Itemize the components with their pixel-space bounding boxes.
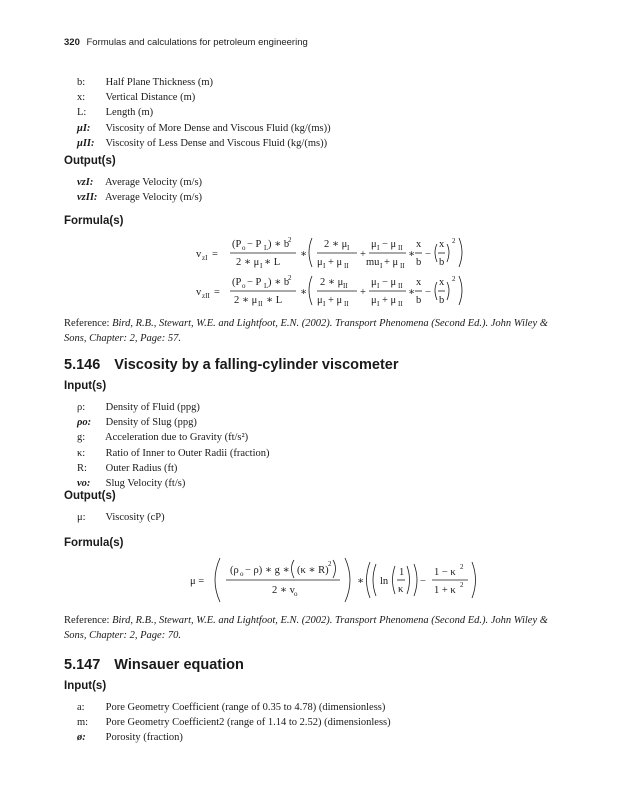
list-item: vzI: Average Velocity (m/s) xyxy=(77,177,203,188)
svg-text:κ: κ xyxy=(398,584,404,595)
svg-text:2 ∗ μ: 2 ∗ μ xyxy=(320,277,344,288)
outputs-heading: Output(s) xyxy=(64,490,116,502)
svg-text:2: 2 xyxy=(460,581,464,589)
svg-text:− μ: − μ xyxy=(382,239,397,250)
svg-text:zII: zII xyxy=(202,292,210,300)
output-list-5-146 xyxy=(77,510,165,525)
svg-text:∗: ∗ xyxy=(300,287,308,298)
svg-text:I: I xyxy=(323,300,326,308)
svg-text:mu: mu xyxy=(366,257,380,268)
input-list-5-147 xyxy=(77,700,391,746)
svg-text:I: I xyxy=(377,300,380,308)
svg-text:II: II xyxy=(398,282,403,290)
svg-text:II: II xyxy=(258,300,263,308)
svg-text:II: II xyxy=(398,244,403,252)
running-title: Formulas and calculations for petroleum engineering xyxy=(86,37,308,48)
svg-text:2: 2 xyxy=(288,236,292,244)
svg-text:2: 2 xyxy=(288,274,292,282)
svg-text:2 ∗ v: 2 ∗ v xyxy=(272,585,295,596)
svg-text:∗ L: ∗ L xyxy=(264,257,281,268)
input-list-5-146 xyxy=(77,400,270,491)
formula-mu xyxy=(190,556,464,607)
formula-vzII xyxy=(196,270,456,311)
svg-text:1 + κ: 1 + κ xyxy=(434,585,456,596)
svg-text:μ: μ xyxy=(317,257,323,268)
svg-text:−: − xyxy=(425,287,431,298)
svg-text:+: + xyxy=(360,249,366,260)
list-item: b: Half Plane Thickness (m) xyxy=(77,77,214,88)
svg-text:+ μ: + μ xyxy=(328,257,343,268)
svg-text:1: 1 xyxy=(399,567,405,578)
svg-text:− μ: − μ xyxy=(382,277,397,288)
section-title-5-146: 5.146 Viscosity by a falling-cylinder viscometer xyxy=(64,357,399,373)
svg-text:2: 2 xyxy=(452,237,456,245)
svg-text:1 − κ: 1 − κ xyxy=(434,567,456,578)
list-item: ρ: Density of Fluid (ppg) xyxy=(77,402,200,413)
inputs-heading: Input(s) xyxy=(64,380,107,392)
section-title-5-147: 5.147 Winsauer equation xyxy=(64,657,244,673)
formula-vzII-svg xyxy=(196,270,456,308)
svg-text:x: x xyxy=(439,277,445,288)
reference-2: Reference: Bird, R.B., Stewart, W.E. and Lightfoot, E.N. (2002). Transport Phenomena (Second Ed.). John Wiley & Sons, Chapter: 2, Page: 70. xyxy=(64,615,548,641)
svg-text:I: I xyxy=(260,262,263,270)
svg-text:ln: ln xyxy=(380,576,389,587)
svg-text:x: x xyxy=(416,277,422,288)
list-item: ø: Porosity (fraction) xyxy=(77,732,183,744)
svg-text:v: v xyxy=(196,287,202,298)
svg-text:II: II xyxy=(344,300,349,308)
list-item: g: Acceleration due to Gravity (ft/s²) xyxy=(77,432,249,444)
outputs-heading: Output(s) xyxy=(64,155,116,167)
svg-text:2 ∗ μ: 2 ∗ μ xyxy=(234,295,258,306)
formula-vzI-svg xyxy=(196,232,456,270)
running-head xyxy=(64,37,308,48)
svg-text:I: I xyxy=(377,282,380,290)
list-item: μI: Viscosity of More Dense and Viscous Fluid (kg/(ms)) xyxy=(77,122,331,134)
svg-text:) ∗ b: ) ∗ b xyxy=(268,277,290,288)
svg-text:(κ ∗ R): (κ ∗ R) xyxy=(297,565,329,576)
svg-text:I: I xyxy=(380,262,383,270)
svg-text:L: L xyxy=(264,244,269,252)
svg-text:∗: ∗ xyxy=(408,249,416,260)
svg-text:x: x xyxy=(416,239,422,250)
svg-text:2: 2 xyxy=(328,560,332,568)
svg-text:−: − xyxy=(420,576,426,587)
svg-text:b: b xyxy=(439,295,445,306)
svg-text:2 ∗ μ: 2 ∗ μ xyxy=(236,257,260,268)
formula-mu-svg xyxy=(190,556,464,604)
svg-text:II: II xyxy=(343,282,348,290)
list-item: R: Outer Radius (ft) xyxy=(77,462,178,474)
svg-text:zI: zI xyxy=(202,254,208,262)
svg-text:(P: (P xyxy=(232,239,242,250)
svg-text:L: L xyxy=(264,282,269,290)
list-item: μ: Viscosity (cP) xyxy=(77,512,165,523)
svg-text:II: II xyxy=(398,300,403,308)
svg-text:(P: (P xyxy=(232,277,242,288)
list-item: m: Pore Geometry Coefficient2 (range of 1.14 to 2.52) (dimensionless) xyxy=(77,717,391,729)
svg-text:∗: ∗ xyxy=(408,287,416,298)
svg-text:μ =: μ = xyxy=(190,576,205,587)
svg-text:) ∗ b: ) ∗ b xyxy=(268,239,290,250)
list-item: a: Pore Geometry Coefficient (range of 0.35 to 4.78) (dimensionless) xyxy=(77,702,386,713)
svg-text:I: I xyxy=(377,244,380,252)
svg-text:o: o xyxy=(294,590,298,598)
list-item: ρo: Density of Slug (ppg) xyxy=(77,417,197,429)
page-number: 320 xyxy=(64,37,80,48)
svg-text:− ρ) ∗ g ∗: − ρ) ∗ g ∗ xyxy=(245,565,290,576)
svg-text:− P: − P xyxy=(247,277,262,288)
formula-heading: Formula(s) xyxy=(64,537,124,549)
svg-text:o: o xyxy=(240,570,244,578)
svg-text:∗: ∗ xyxy=(300,249,308,260)
svg-text:b: b xyxy=(416,257,422,268)
reference-1: Reference: Bird, R.B., Stewart, W.E. and Lightfoot, E.N. (2002). Transport Phenomena (Second Ed.). John Wiley & Sons, Chapter: 2, Page: 57. xyxy=(64,318,548,344)
svg-text:μ: μ xyxy=(317,295,323,306)
svg-text:I: I xyxy=(347,244,350,252)
svg-text:−: − xyxy=(425,249,431,260)
svg-text:μ: μ xyxy=(371,239,377,250)
svg-text:(ρ: (ρ xyxy=(230,565,239,576)
svg-text:∗: ∗ xyxy=(357,576,365,587)
svg-text:2 ∗ μ: 2 ∗ μ xyxy=(324,239,348,250)
svg-text:μ: μ xyxy=(371,295,377,306)
list-item: vzII: Average Velocity (m/s) xyxy=(77,192,203,204)
svg-text:μ: μ xyxy=(371,277,377,288)
svg-text:=: = xyxy=(212,249,218,260)
svg-text:v: v xyxy=(196,249,202,260)
svg-text:x: x xyxy=(439,239,445,250)
inputs-heading: Input(s) xyxy=(64,680,107,692)
list-item: κ: Ratio of Inner to Outer Radii (fraction) xyxy=(77,447,270,459)
svg-text:o: o xyxy=(242,282,246,290)
svg-text:b: b xyxy=(439,257,445,268)
output-list xyxy=(77,175,202,205)
svg-text:2: 2 xyxy=(452,275,456,283)
svg-text:+ μ: + μ xyxy=(382,295,397,306)
formula-vzI xyxy=(196,232,456,273)
list-item: x: Vertical Distance (m) xyxy=(77,92,196,104)
svg-text:2: 2 xyxy=(460,563,464,571)
svg-text:II: II xyxy=(400,262,405,270)
svg-text:II: II xyxy=(344,262,349,270)
list-item: μII: Viscosity of Less Dense and Viscous Fluid (kg/(ms)) xyxy=(77,137,328,149)
svg-text:+ μ: + μ xyxy=(384,257,399,268)
svg-text:I: I xyxy=(323,262,326,270)
svg-text:o: o xyxy=(242,244,246,252)
svg-text:∗ L: ∗ L xyxy=(266,295,283,306)
svg-text:− P: − P xyxy=(247,239,262,250)
svg-text:+ μ: + μ xyxy=(328,295,343,306)
list-item: L: Length (m) xyxy=(77,107,154,119)
svg-text:=: = xyxy=(214,287,220,298)
top-input-list xyxy=(77,75,331,151)
svg-text:+: + xyxy=(360,287,366,298)
list-item: vo: Slug Velocity (ft/s) xyxy=(77,478,186,490)
formula-heading: Formula(s) xyxy=(64,215,124,227)
svg-text:b: b xyxy=(416,295,422,306)
